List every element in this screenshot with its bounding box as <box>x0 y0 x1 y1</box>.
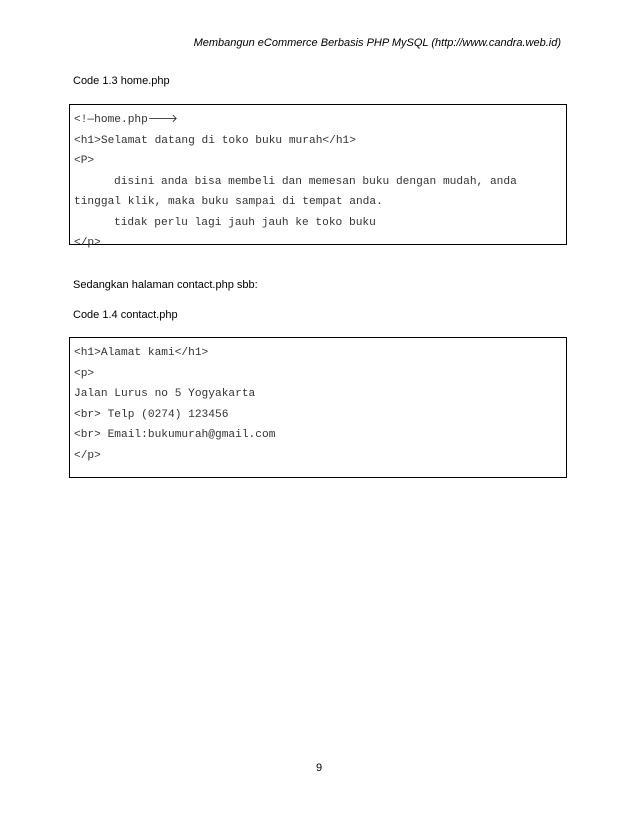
code-line: <br> Telp (0274) 123456 <box>74 408 229 421</box>
code-caption-contact: Code 1.4 contact.php <box>73 309 178 321</box>
code-line: </p> <box>74 237 101 249</box>
code-line: <p> <box>74 367 95 380</box>
code-block-home <box>69 104 567 249</box>
code-line: <P> <box>74 155 95 167</box>
code-block-contact <box>69 337 567 478</box>
code-caption-home: Code 1.3 home.php <box>73 75 170 87</box>
code-line: <br> Email:bukumurah@gmail.com <box>74 429 276 441</box>
code-line: disini anda bisa membeli dan memesan buku dengan mudah, anda <box>114 175 517 188</box>
running-header: Membangun eCommerce Berbasis PHP MySQL (http://www.candra.web.id) <box>193 37 561 49</box>
code-line: </p> <box>74 449 101 462</box>
code-line: Jalan Lurus no 5 Yogyakarta <box>74 388 256 400</box>
code-line: <h1>Alamat kami</h1> <box>74 347 209 359</box>
code-line: tinggal klik, maka buku sampai di tempat anda. <box>74 196 383 208</box>
body-paragraph: Sedangkan halaman contact.php sbb: <box>73 279 258 291</box>
page-number: 9 <box>315 762 323 774</box>
code-line: <!—home.php🡒 <box>74 114 178 126</box>
code-line: <h1>Selamat datang di toko buku murah</h1> <box>74 134 356 147</box>
code-line: tidak perlu lagi jauh jauh ke toko buku <box>114 216 376 229</box>
